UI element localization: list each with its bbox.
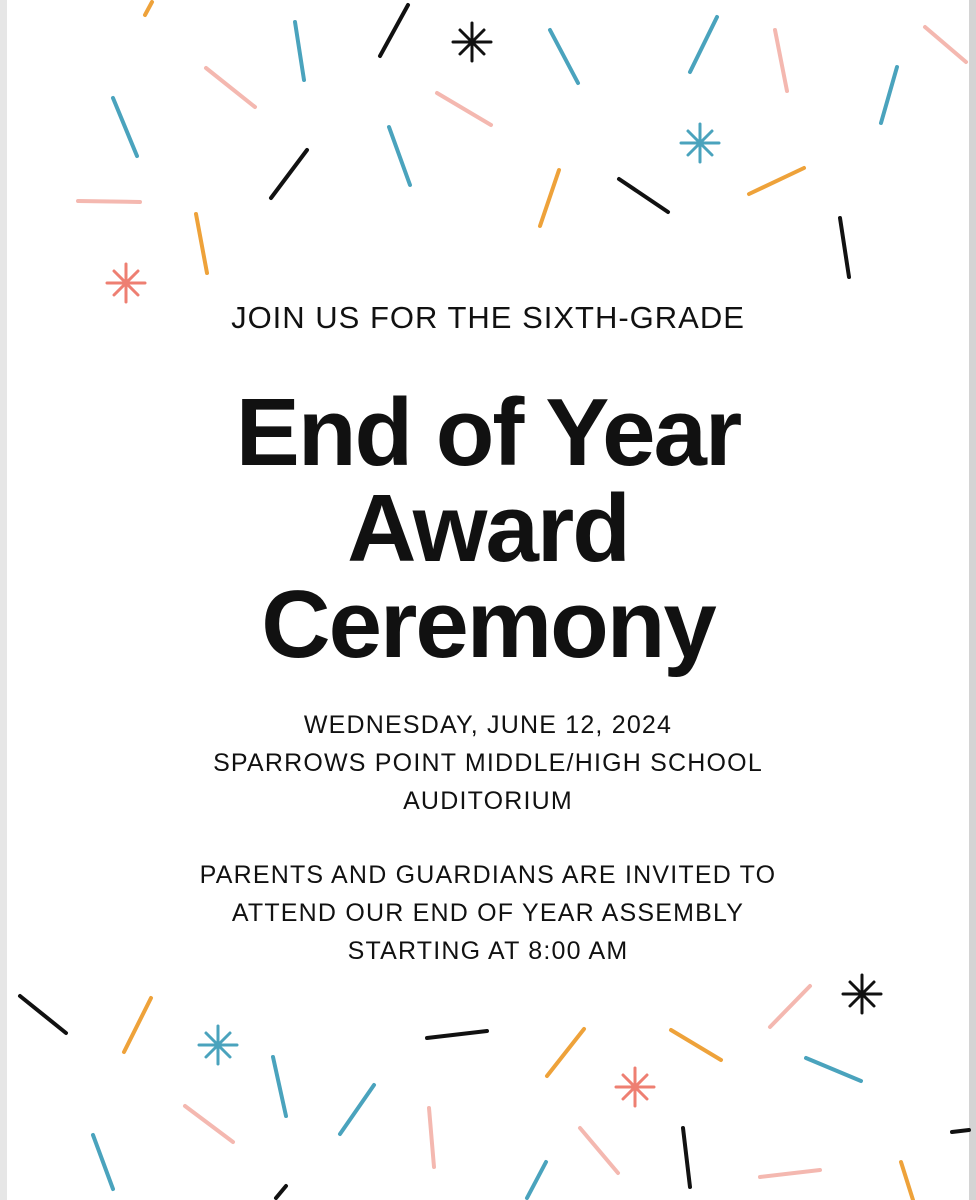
confetti-dash (806, 1058, 861, 1081)
confetti-dash (196, 214, 207, 273)
confetti-dash (437, 93, 491, 125)
event-location: SPARROWS POINT MIDDLE/HIGH SCHOOL (213, 749, 763, 777)
confetti-dash (389, 127, 410, 185)
event-title (0, 379, 976, 678)
confetti-dash (580, 1128, 618, 1173)
invitation-line: STARTING AT 8:00 AM (347, 937, 629, 965)
event-title-line: Ceremony (261, 571, 715, 678)
confetti-dash (295, 22, 304, 80)
confetti-dash (78, 201, 140, 202)
confetti-dash (901, 1162, 913, 1200)
confetti-dash (775, 30, 787, 91)
confetti-dash (429, 1108, 434, 1167)
event-title-line: Award (347, 475, 629, 582)
confetti-dash (113, 98, 137, 156)
sparkle-star-icon (199, 1026, 237, 1064)
event-title-line: End of Year (235, 379, 741, 486)
confetti-dash (185, 1106, 233, 1142)
confetti-dash (273, 1057, 286, 1116)
invitation-line: PARENTS AND GUARDIANS ARE INVITED TO (199, 861, 777, 889)
confetti-dash (20, 996, 66, 1033)
confetti-dash (690, 17, 717, 72)
confetti-dash (427, 1031, 487, 1038)
invitation-text (0, 856, 976, 970)
confetti-dash (770, 986, 810, 1027)
confetti-dash (683, 1128, 690, 1187)
confetti-dash (93, 1135, 113, 1189)
confetti-dash (925, 27, 966, 62)
event-room: AUDITORIUM (403, 787, 573, 815)
confetti-dash (540, 170, 559, 226)
intro-line: JOIN US FOR THE SIXTH-GRADE (231, 300, 745, 335)
confetti-dash (340, 1085, 374, 1134)
sparkle-star-icon (107, 264, 145, 302)
confetti-dash (619, 179, 668, 212)
event-date: WEDNESDAY, JUNE 12, 2024 (303, 711, 673, 739)
confetti-dash (124, 998, 151, 1052)
confetti-dash (380, 5, 408, 56)
event-details (0, 706, 976, 820)
confetti-dash (145, 2, 152, 15)
sparkle-star-icon (843, 975, 881, 1013)
confetti-dash (276, 1186, 286, 1198)
confetti-dash (671, 1030, 721, 1060)
confetti-dash (952, 1130, 969, 1132)
confetti-dash (840, 218, 849, 277)
sparkle-star-icon (616, 1068, 654, 1106)
confetti-dash (527, 1162, 546, 1198)
confetti-dash (547, 1029, 584, 1076)
sparkle-star-icon (681, 124, 719, 162)
confetti-dash (749, 168, 804, 194)
confetti-dash (206, 68, 255, 107)
confetti-dash (881, 67, 897, 123)
confetti-dash (550, 30, 578, 83)
confetti-dash (271, 150, 307, 198)
confetti-dash (760, 1170, 820, 1177)
invitation-line: ATTEND OUR END OF YEAR ASSEMBLY (231, 899, 745, 927)
sparkle-star-icon (453, 23, 491, 61)
